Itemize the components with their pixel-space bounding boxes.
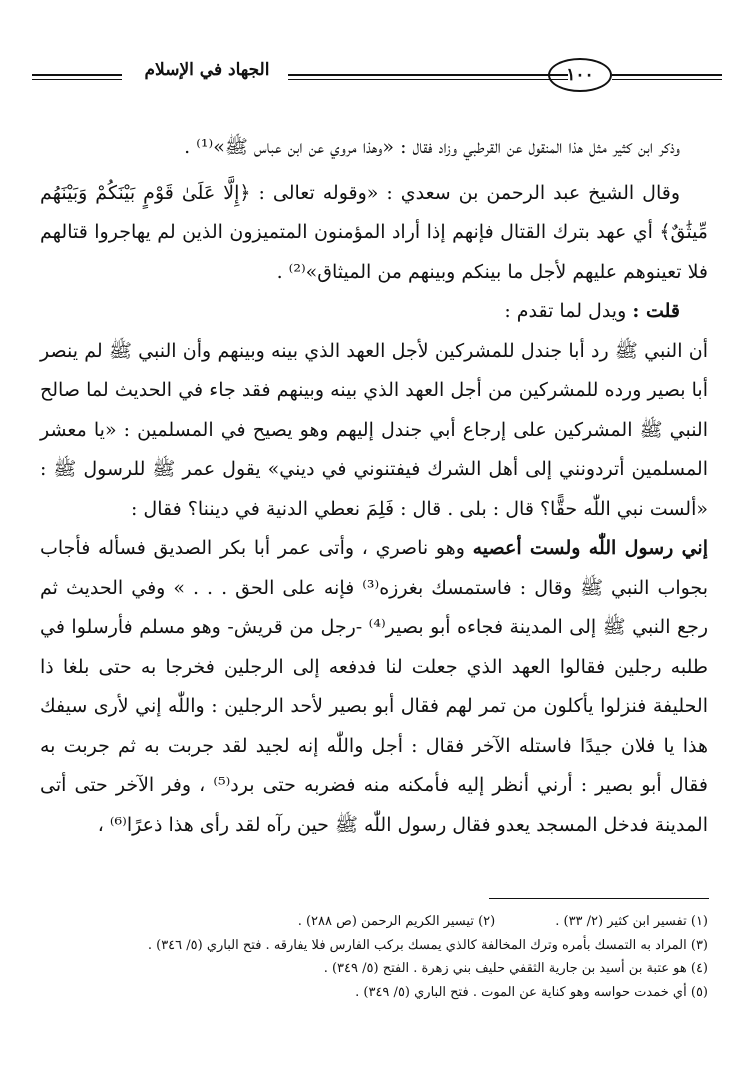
footnote-3: (٣) المراد به التمسك بأمره وترك المخالفة كالذي يمسك بركب الفارس فلا يفارقه . فتح الباري (٥/ ٣٤٦) .	[147, 937, 708, 953]
page-header	[32, 58, 722, 98]
main-text	[40, 128, 708, 845]
hadith-continued-text: وهو ناصري ، وأتى عمر أبا بكر الصديق فسأله فأجاب بجواب النبي ﷺ وقال : فاستمسك بغرزه⁽³⁾ فإنه على الحق . . . » وفي الحديث ثم رجع النبي ﷺ إلى المدينة فجاءه أبو بصير⁽⁴⁾ -رجل من قريش- وهو مسلم فأرسلوا في طلبه رجلين فقالوا العهد الذي جعلت لنا فدفعه إلى الرجلين فخرجا به حتى بلغا ذا الحليفة فنزلوا يأكلون من تمر لهم فقال أبو بصير لأحد الرجلين : واللّٰه إني لأرى سيفك هذا يا فلان جيدًا فاستله الآخر فقال : أجل واللّٰه إنه لجيد لقد جربت به ثم جربت به فقال أبو بصير : أرني أنظر إليه فأمكنه منه فضربه حتى برد⁽⁵⁾ ، وفر الآخر حتى أتى المدينة فدخل المسجد يعدو فقال رسول اللّٰه ﷺ حين رآه لقد رأى هذا ذعرًا⁽⁶⁾ ،	[40, 537, 709, 836]
qult-label: قلت :	[632, 300, 680, 322]
footnote-1: (١) تفسير ابن كثير (٢/ ٣٣) .	[555, 914, 708, 929]
paragraph-ibn-saadi: وقال الشيخ عبد الرحمن بن سعدي : «وقوله تعالى : ﴿إِلَّا عَلَىٰ قَوْمٍ بَيْنَكُمْ وَبَيْنَهُم مِّيثَٰقٌ﴾ أي عهد بترك القتال فإنهم إذا أراد المؤمنون المتميزون الذين لم يهاجروا قتالهم فلا تعينوهم عليهم لأجل ما بينكم وبينهم من الميثاق»⁽²⁾ .	[40, 181, 708, 283]
footnotes	[40, 910, 708, 1004]
footnote-4: (٤) هو عتبة بن أسيد بن جارية الثقفي حليف بني زهرة . الفتح (٥/ ٣٤٩) .	[323, 961, 708, 976]
qult-text: ويدل لما تقدم :	[504, 300, 627, 322]
paragraph-hadith-continued	[40, 529, 708, 845]
bold-quote: إني رسول اللّٰه ولست أعصيه	[472, 537, 708, 559]
paragraph-hadith: أن النبي ﷺ رد أبا جندل للمشركين لأجل العهد الذي بينه وبينهم وأن النبي ﷺ لم ينصر أبا بصير ورده للمشركين من أجل العهد الذي بينه وبينهم فقد جاء في الحديث لما صالح النبي ﷺ المشركين على إرجاع أبي جندل إليهم وهو يصيح في المسلمين : «يا معشر المسلمين أتردونني إلى أهل الشرك فيفتنوني في ديني» يقول عمر ﷺ للرسول ﷺ : «ألست نبي اللّٰه حقًّا؟ قال : بلى . قال : فَلِمَ نعطي الدنية في ديننا؟ فقال :	[40, 339, 708, 520]
paragraph-ibn-kathir: وذكر ابن كثير مثل هذا المنقول عن القرطبي وزاد فقال : «وهذا مروي عن ابن عباس ﷺ»⁽¹⁾ .	[184, 136, 680, 158]
paragraph-qult	[40, 292, 708, 332]
page-number: ١٠٠	[548, 58, 612, 92]
header-rule-middle	[288, 74, 568, 76]
footnote-2: (٢) تيسير الكريم الرحمن (ص ٢٨٨) .	[297, 914, 496, 929]
footnote-separator	[489, 898, 709, 899]
footnote-5: (٥) أي خمدت حواسه وهو كناية عن الموت . فتح الباري (٥/ ٣٤٩) .	[355, 984, 708, 1000]
footnote-row	[40, 910, 708, 934]
header-rule-right	[612, 74, 722, 76]
running-title: الجهاد في الإسلام	[144, 60, 270, 80]
header-rule-left	[32, 74, 122, 76]
